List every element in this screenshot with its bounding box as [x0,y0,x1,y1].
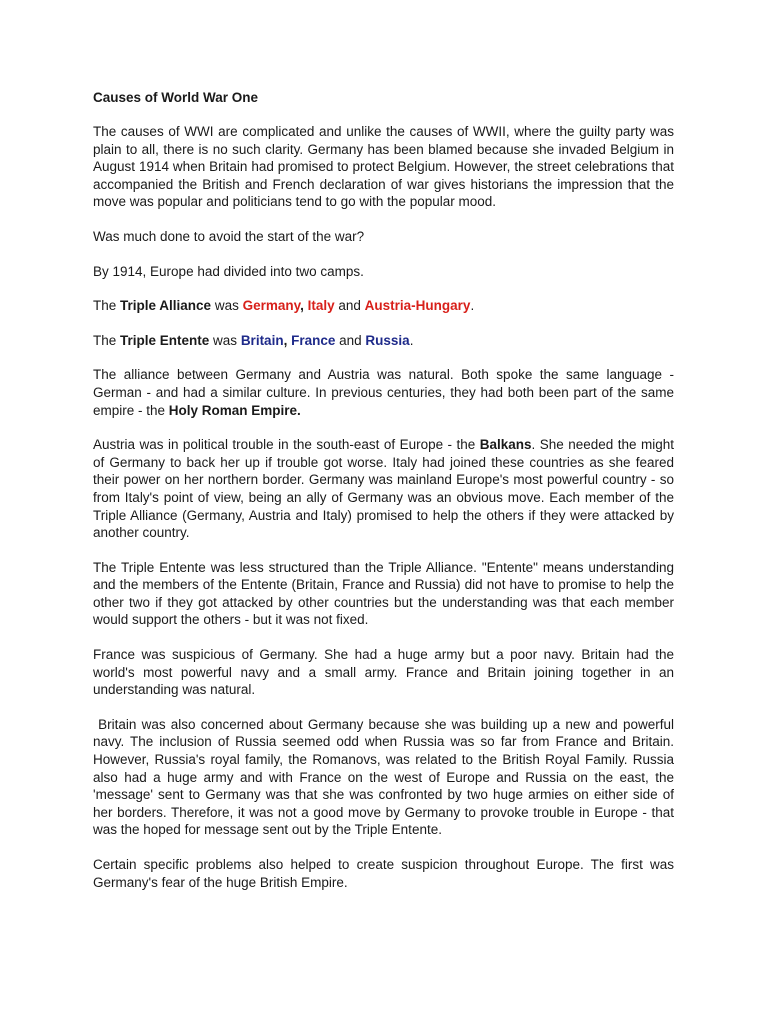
paragraph-entente-structure: The Triple Entente was less structured than the Triple Alliance. "Entente" means understanding and the members of the Entente (Britain, France and Russia) did not have to promise to help the other two if they got attacked by other countries but the understanding was that each member would support the others - but it was not fixed. [93,559,674,628]
paragraph-question: Was much done to avoid the start of the war? [93,228,365,244]
paragraph-specific-problems: Certain specific problems also helped to create suspicion throughout Europe. The first was Germany's fear of the huge British Empire. [93,857,674,890]
entente-was: was [209,332,241,348]
paragraph-austria-balkans [93,436,674,542]
p6-bold: Holy Roman Empire. [168,402,301,418]
entente-member-russia: Russia [365,332,410,348]
p7-bold: Balkans [479,437,532,453]
p7-a: Austria was in political trouble in the south-east of Europe - the [93,437,480,453]
entente-member-britain: Britain [240,332,284,348]
entente-sep: , [283,332,292,348]
paragraph-triple-entente [93,332,674,350]
entente-and: and [335,332,366,348]
paragraph-two-camps: By 1914, Europe had divided into two camps. [93,263,364,279]
alliance-member-austria-hungary: Austria-Hungary [364,298,471,314]
alliance-the: The [93,298,121,314]
p6-text: The alliance between Germany and Austria was natural. Both spoke the same language - German - and had a similar culture. In previous centuries, they had both been part of the same empire - the [93,367,674,418]
p7-b: . She needed the might of Germany to back her up if trouble got worse. Italy had joined these countries as she feared their power on her northern border. Germany was mainland Europe's most powerful country - so from Italy's point of view, being an ally of Germany was an obvious move. Each member of the Triple Alliance (Germany, Austria and Italy) promised to help the others if they were attacked by another country. [93,437,674,541]
alliance-member-italy: Italy [307,298,335,314]
alliance-sep: , [300,298,308,314]
alliance-was: was [211,298,243,314]
entente-name: Triple Entente [120,332,210,348]
paragraph-france-suspicious: France was suspicious of Germany. She had a huge army but a poor navy. Britain had the world's most powerful navy and a small army. France and Britain joining together in an understanding was natural. [93,647,674,698]
alliance-and: and [334,298,365,314]
document-title: Causes of World War One [93,90,259,105]
paragraph-britain-concern: Britain was also concerned about Germany because she was building up a new and powerful navy. The inclusion of Russia seemed odd when Russia was so far from France and Britain. However, Russia's royal family, the Romanovs, was related to the British Royal Family. Russia also had a huge army and with France on the west of Europe and Russia on the east, the 'message' sent to Germany was that she was confronted by two huge armies on either side of her borders. Therefore, it was not a good move by Germany to provoke trouble in Europe - that was the hoped for message sent out by the Triple Entente. [93,716,678,838]
paragraph-germany-austria [93,366,674,419]
entente-member-france: France [291,332,336,348]
entente-end: . [409,332,414,348]
alliance-end: . [470,298,475,314]
paragraph-intro: The causes of WWI are complicated and unlike the causes of WWII, where the guilty party was plain to all, there is no such clarity. Germany has been blamed because she invaded Belgium in August 1914 when Britain had promised to protect Belgium. However, the street celebrations that accompanied the British and French declaration of war gives historians the impression that the move was popular and politicians tend to go with the popular mood. [93,124,674,210]
entente-the: The [93,332,121,348]
alliance-name: Triple Alliance [120,298,212,314]
alliance-member-germany: Germany [242,298,301,314]
paragraph-triple-alliance [93,297,674,315]
